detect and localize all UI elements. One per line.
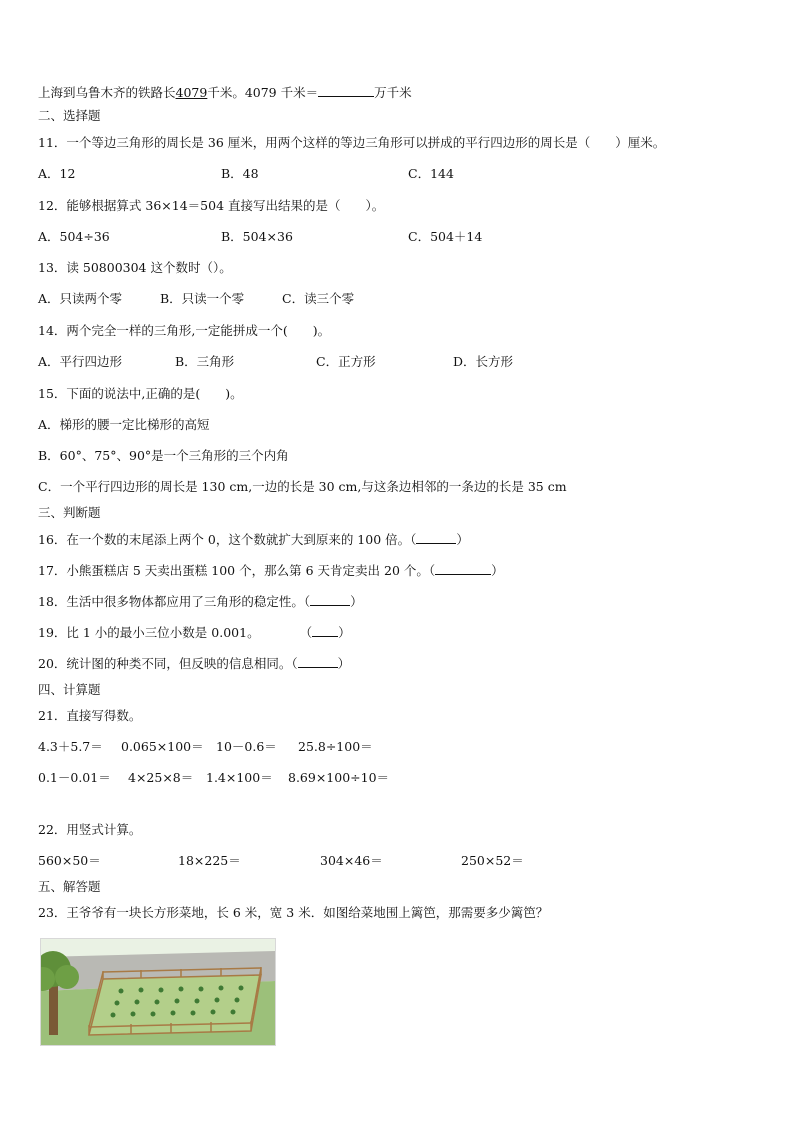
q21-expr-6: 4×25×8＝ xyxy=(128,770,194,785)
question-20 xyxy=(38,655,350,672)
q11-option-b[interactable]: B．48 xyxy=(221,166,259,181)
q19-text: 19．比 1 小的最小三位小数是 0.001。 xyxy=(38,625,260,640)
section-heading-choice: 二、选择题 xyxy=(38,108,101,123)
q21-expr-2: 0.065×100＝ xyxy=(121,739,204,754)
q16-close: ） xyxy=(456,532,469,547)
q10-answer-blank[interactable] xyxy=(318,84,374,97)
q21-expr-4: 25.8÷100＝ xyxy=(298,739,373,754)
q10-number: 4079 xyxy=(175,85,208,100)
q14-option-c[interactable]: C．正方形 xyxy=(316,354,376,369)
q21-expr-1: 4.3＋5.7＝ xyxy=(38,739,103,754)
q15-option-a[interactable]: A．梯形的腰一定比梯形的高短 xyxy=(38,417,210,432)
q20-text: 20．统计图的种类不同，但反映的信息相同。（ xyxy=(38,656,298,671)
q17-text: 17．小熊蛋糕店 5 天卖出蛋糕 100 个，那么第 6 天肯定卖出 20 个。（ xyxy=(38,563,436,578)
q13-option-b[interactable]: B．只读一个零 xyxy=(160,291,245,306)
section-heading-judgement: 三、判断题 xyxy=(38,505,101,520)
q18-close: ） xyxy=(350,594,363,609)
q22-expr-4: 250×52＝ xyxy=(461,853,524,868)
q19-close: ） xyxy=(338,625,351,640)
question-14: 14．两个完全一样的三角形,一定能拼成一个( )。 xyxy=(38,323,331,338)
question-19 xyxy=(38,624,351,641)
question-10 xyxy=(38,84,412,101)
q14-option-b[interactable]: B．三角形 xyxy=(175,354,235,369)
question-18 xyxy=(38,593,363,610)
q21-expr-8: 8.69×100÷10＝ xyxy=(288,770,390,785)
q16-text: 16．在一个数的末尾添上两个 0，这个数就扩大到原来的 100 倍。（ xyxy=(38,532,417,547)
q19-answer-blank[interactable] xyxy=(312,624,338,637)
vegetable-garden-illustration xyxy=(40,938,276,1046)
q22-expr-1: 560×50＝ xyxy=(38,853,101,868)
question-16 xyxy=(38,531,469,548)
q20-close: ） xyxy=(337,656,351,671)
q10-text-c: 万千米 xyxy=(374,85,412,100)
q11-option-c[interactable]: C．144 xyxy=(408,166,454,181)
q18-text: 18．生活中很多物体都应用了三角形的稳定性。（ xyxy=(38,594,311,609)
question-21: 21．直接写得数。 xyxy=(38,708,142,723)
question-22: 22．用竖式计算。 xyxy=(38,822,142,837)
q20-answer-blank[interactable] xyxy=(298,655,338,668)
q12-option-c[interactable]: C．504＋14 xyxy=(408,229,483,244)
q14-option-a[interactable]: A．平行四边形 xyxy=(38,354,123,369)
question-12: 12．能够根据算式 36×14＝504 直接写出结果的是（ ）。 xyxy=(38,198,385,213)
question-13: 13．读 50800304 这个数时（）。 xyxy=(38,260,232,275)
q18-answer-blank[interactable] xyxy=(310,593,350,606)
question-23: 23．王爷爷有一块长方形菜地，长 6 米，宽 3 米．如图给菜地围上篱笆，那需要多少篱笆？ xyxy=(38,905,549,920)
q10-text-b: 千米。4079 千米＝ xyxy=(207,85,319,100)
question-17 xyxy=(38,562,504,579)
q14-option-d[interactable]: D．长方形 xyxy=(453,354,514,369)
garden-drawing xyxy=(41,939,275,1045)
q17-answer-blank[interactable] xyxy=(435,562,491,575)
q11-option-a[interactable]: A．12 xyxy=(38,166,76,181)
q13-option-c[interactable]: C．读三个零 xyxy=(282,291,355,306)
question-11: 11．一个等边三角形的周长是 36 厘米，用两个这样的等边三角形可以拼成的平行四边形的周长是（ ）厘米。 xyxy=(38,135,666,150)
q19-open: （ xyxy=(299,625,313,640)
section-heading-application: 五、解答题 xyxy=(38,879,101,894)
q21-expr-5: 0.1－0.01＝ xyxy=(38,770,111,785)
q17-close: ） xyxy=(491,563,504,578)
q12-option-b[interactable]: B．504×36 xyxy=(221,229,293,244)
q12-option-a[interactable]: A．504÷36 xyxy=(38,229,110,244)
q10-text-a: 上海到乌鲁木齐的铁路长 xyxy=(38,85,176,100)
q21-expr-7: 1.4×100＝ xyxy=(206,770,273,785)
q15-option-b[interactable]: B．60°、75°、90°是一个三角形的三个内角 xyxy=(38,448,289,463)
q22-expr-3: 304×46＝ xyxy=(320,853,383,868)
q21-expr-3: 10－0.6＝ xyxy=(216,739,277,754)
q22-expr-2: 18×225＝ xyxy=(178,853,241,868)
section-heading-calculation: 四、计算题 xyxy=(38,682,101,697)
q16-answer-blank[interactable] xyxy=(416,531,456,544)
q15-option-c[interactable]: C．一个平行四边形的周长是 130 cm,一边的长是 30 cm,与这条边相邻的一条边的长是 35 cm xyxy=(38,479,567,494)
question-15: 15．下面的说法中,正确的是( )。 xyxy=(38,386,243,401)
q13-option-a[interactable]: A．只读两个零 xyxy=(38,291,123,306)
